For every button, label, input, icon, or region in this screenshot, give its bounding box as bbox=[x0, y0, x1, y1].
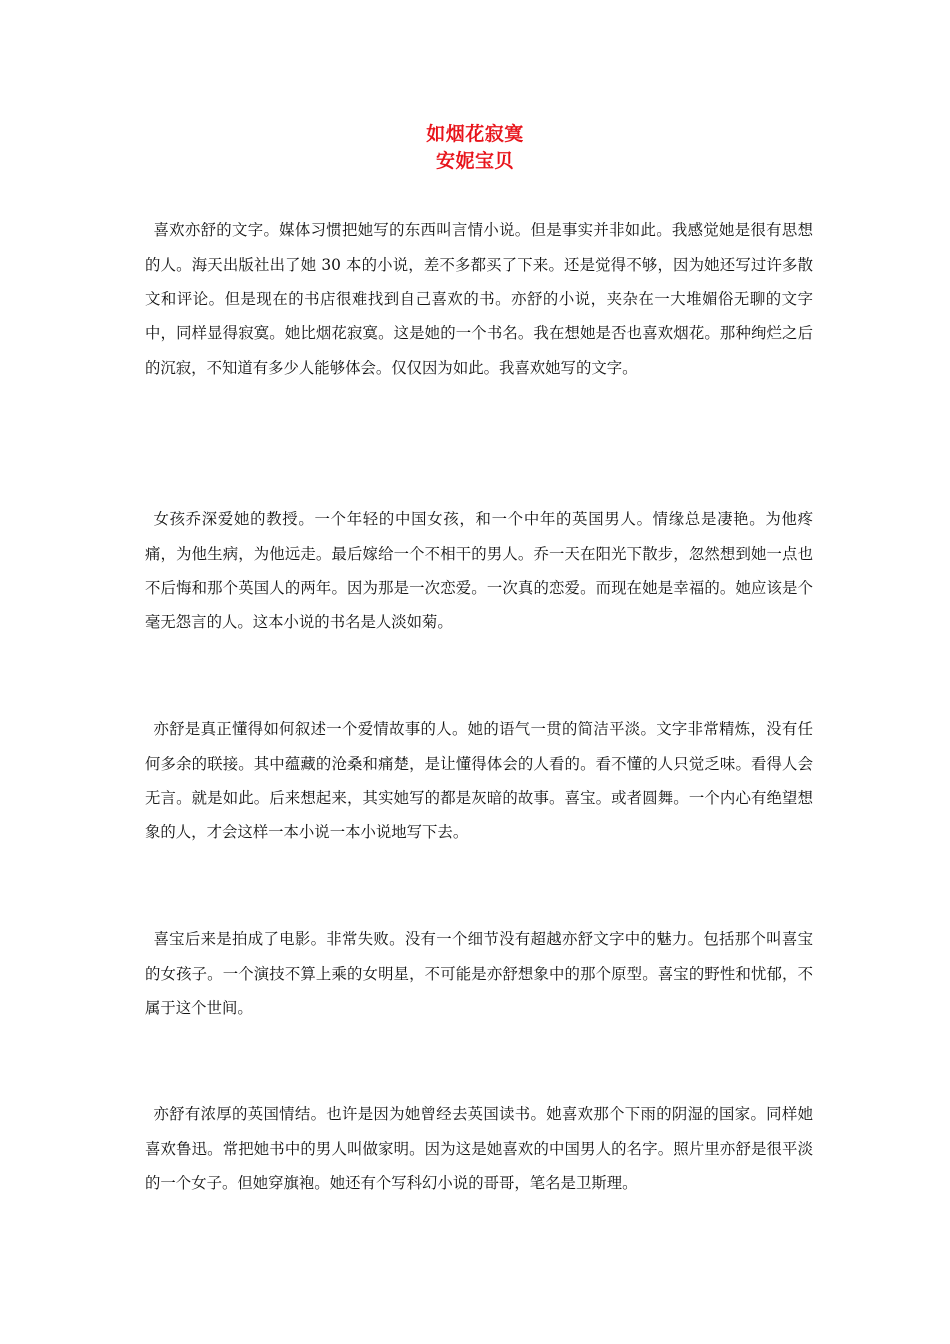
document-title: 如烟花寂寞 bbox=[426, 123, 524, 145]
title-block bbox=[0, 121, 950, 175]
body-paragraph-3: 亦舒是真正懂得如何叙述一个爱情故事的人。她的语气一贯的简洁平淡。文字非常精炼，没有任何多余的联接。其中蕴藏的沧桑和痛楚，是让懂得体会的人看的。看不懂的人只觉乏味。看得人会无言。就是如此。后来想起来，其实她写的都是灰暗的故事。喜宝。或者圆舞。一个内心有绝望想象的人，才会这样一本小说一本小说地写下去。 bbox=[145, 720, 813, 842]
body-paragraph-5: 亦舒有浓厚的英国情结。也许是因为她曾经去英国读书。她喜欢那个下雨的阴湿的国家。同样她喜欢鲁迅。常把她书中的男人叫做家明。因为这是她喜欢的中国男人的名字。照片里亦舒是很平淡的一个女子。但她穿旗袍。她还有个写科幻小说的哥哥，笔名是卫斯理。 bbox=[145, 1105, 813, 1192]
body-paragraph-2: 女孩乔深爱她的教授。一个年轻的中国女孩，和一个中年的英国男人。情缘总是凄艳。为他疼痛，为他生病，为他远走。最后嫁给一个不相干的男人。乔一天在阳光下散步，忽然想到她一点也不后悔和那个英国人的两年。因为那是一次恋爱。一次真的恋爱。而现在她是幸福的。她应该是个毫无怨言的人。这本小说的书名是人淡如菊。 bbox=[145, 510, 813, 632]
document-author: 安妮宝贝 bbox=[435, 150, 514, 172]
body-paragraph-4: 喜宝后来是拍成了电影。非常失败。没有一个细节没有超越亦舒文字中的魅力。包括那个叫喜宝的女孩子。一个演技不算上乘的女明星，不可能是亦舒想象中的那个原型。喜宝的野性和忧郁，不属于这个世间。 bbox=[145, 930, 813, 1017]
body-paragraph-1: 喜欢亦舒的文字。媒体习惯把她写的东西叫言情小说。但是事实并非如此。我感觉她是很有思想的人。海天出版社出了她 30 本的小说，差不多都买了下来。还是觉得不够，因为她还写过许多散文和评论。但是现在的书店很难找到自己喜欢的书。亦舒的小说，夹杂在一大堆媚俗无聊的文字中，同样显得寂寞。她比烟花寂寞。这是她的一个书名。我在想她是否也喜欢烟花。那种绚烂之后的沉寂，不知道有多少人能够体会。仅仅因为如此。我喜欢她写的文字。 bbox=[145, 221, 813, 377]
